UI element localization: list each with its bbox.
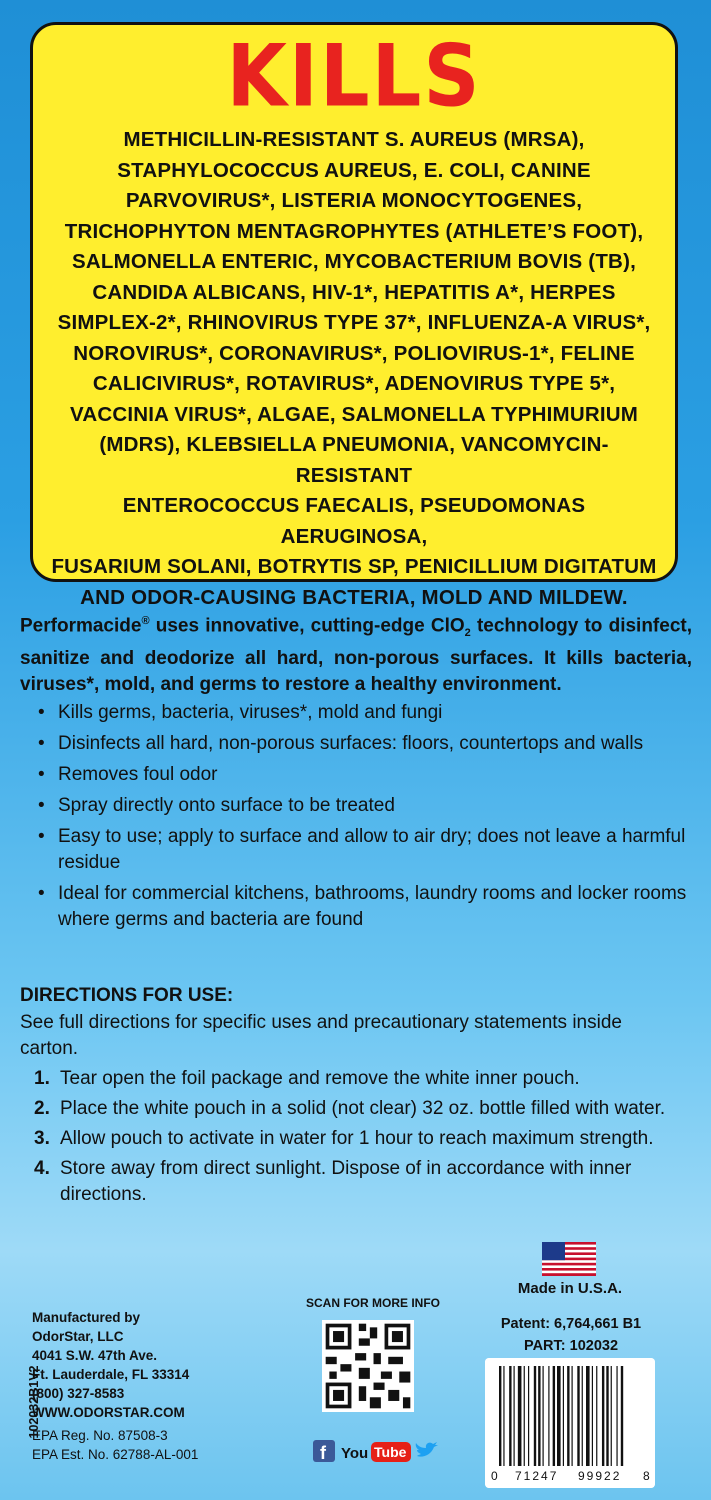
barcode-digit-0: 0 xyxy=(491,1469,498,1483)
facebook-letter: f xyxy=(320,1443,326,1463)
barcode-digits-2: 99922 xyxy=(578,1469,622,1483)
product-description: Performacide® uses innovative, cutting-edge ClO$_2$ technology to disinfect, sanitize and deodorize all hard, non-porous surfaces. It kills bacteria, viruses*, mold, and germs to restore a healthy environment. xyxy=(20,615,692,696)
barcode-digit-3: 8 xyxy=(643,1469,650,1483)
epa-est: EPA Est. No. 62788-AL-001 xyxy=(32,1447,199,1462)
us-flag-icon xyxy=(542,1242,596,1276)
list-item: • Easy to use; apply to surface and allow to air dry; does not leave a harmful residue xyxy=(38,824,688,876)
barcode-digits-1: 71247 xyxy=(515,1469,559,1483)
step-item: 2. Place the white pouch in a solid (not clear) 32 oz. bottle filled with water. xyxy=(34,1098,666,1119)
list-item: • Removes foul odor xyxy=(38,762,688,788)
feature-list xyxy=(38,700,688,938)
manufacturer-info: Manufactured by OdorStar, LLC 4041 S.W. 47th Ave. Ft. Lauderdale, FL 33314 (800) 327-8583 WWW.ODORSTAR.COM xyxy=(32,1310,190,1420)
kills-title: KILLS xyxy=(226,27,482,127)
step-item: 4. Store away from direct sunlight. Dispose of in accordance with inner directions. xyxy=(34,1158,632,1205)
twitter-icon xyxy=(416,1442,438,1457)
scan-label: SCAN FOR MORE INFO xyxy=(306,1296,440,1310)
directions-steps xyxy=(34,1066,684,1212)
social-icons xyxy=(313,1438,443,1464)
epa-info xyxy=(32,1426,198,1464)
barcode-icon xyxy=(485,1358,655,1488)
list-item: • Kills germs, bacteria, viruses*, mold and fungi xyxy=(38,700,688,726)
registered-mark: ® xyxy=(141,615,150,627)
directions-heading: DIRECTIONS FOR USE: xyxy=(20,985,234,1006)
list-item: • Disinfects all hard, non-porous surfaces: floors, countertops and walls xyxy=(38,731,688,757)
part-number: PART: 102032 xyxy=(523,1338,619,1354)
step-item: 3. Allow pouch to activate in water for 1 hour to reach maximum strength. xyxy=(34,1128,654,1149)
youtube-tube: Tube xyxy=(374,1444,407,1460)
kills-panel xyxy=(30,22,678,609)
brand-name: Performacide xyxy=(20,615,142,637)
qr-code-icon xyxy=(322,1320,414,1412)
pathogen-list: METHICILLIN-RESISTANT S. AUREUS (MRSA), STAPHYLOCOCCUS AUREUS, E. COLI, CANINE PARVOVIRUS*, LISTERIA MONOCYTOGENES, TRICHOPHYTON MENTAGROPHYTES (ATHLETE’S FOOT), SALMONELLA ENTERIC, MYCOBACTERIUM BOVIS (TB), CANDIDA ALBICANS, HIV-1*, HEPATITIS A*, HERPES SIMPLEX-2*, RHINOVIRUS TYPE 37*, INFLUENZA-A VIRUS*, NOROVIRUS*, CORONAVIRUS*, POLIOVIRUS-1*, FELINE CALICIVIRUS*, ROTAVIRUS*, ADENOVIRUS TYPE 5*, VACCINIA VIRUS*, ALGAE, SALMONELLA TYPHIMURIUM (MDRS), KLEBSIELLA PNEUMONIA, VANCOMYCIN-RESISTANT ENTEROCOCCUS FAECALIS, PSEUDOMONAS AERUGINOSA, FUSARIUM SOLANI, BOTRYTIS SP, PENICILLIUM DIGITATUM AND ODOR-CAUSING BACTERIA, MOLD AND MILDEW. xyxy=(51,128,657,609)
list-item: • Spray directly onto surface to be treated xyxy=(38,793,688,819)
youtube-you: You xyxy=(341,1445,369,1462)
patent-number: Patent: 6,764,661 B1 xyxy=(500,1316,642,1332)
vertical-code: 102032B1V2 xyxy=(27,1365,41,1439)
made-in-usa: Made in U.S.A. xyxy=(517,1280,623,1297)
list-item: • Ideal for commercial kitchens, bathrooms, laundry rooms and locker rooms where germs and bacteria are found xyxy=(38,881,688,933)
directions-intro: See full directions for specific uses and precautionary statements inside carton. xyxy=(20,1012,622,1059)
epa-reg: EPA Reg. No. 87508-3 xyxy=(32,1428,168,1443)
step-item: 1. Tear open the foil package and remove the white inner pouch. xyxy=(34,1068,580,1089)
